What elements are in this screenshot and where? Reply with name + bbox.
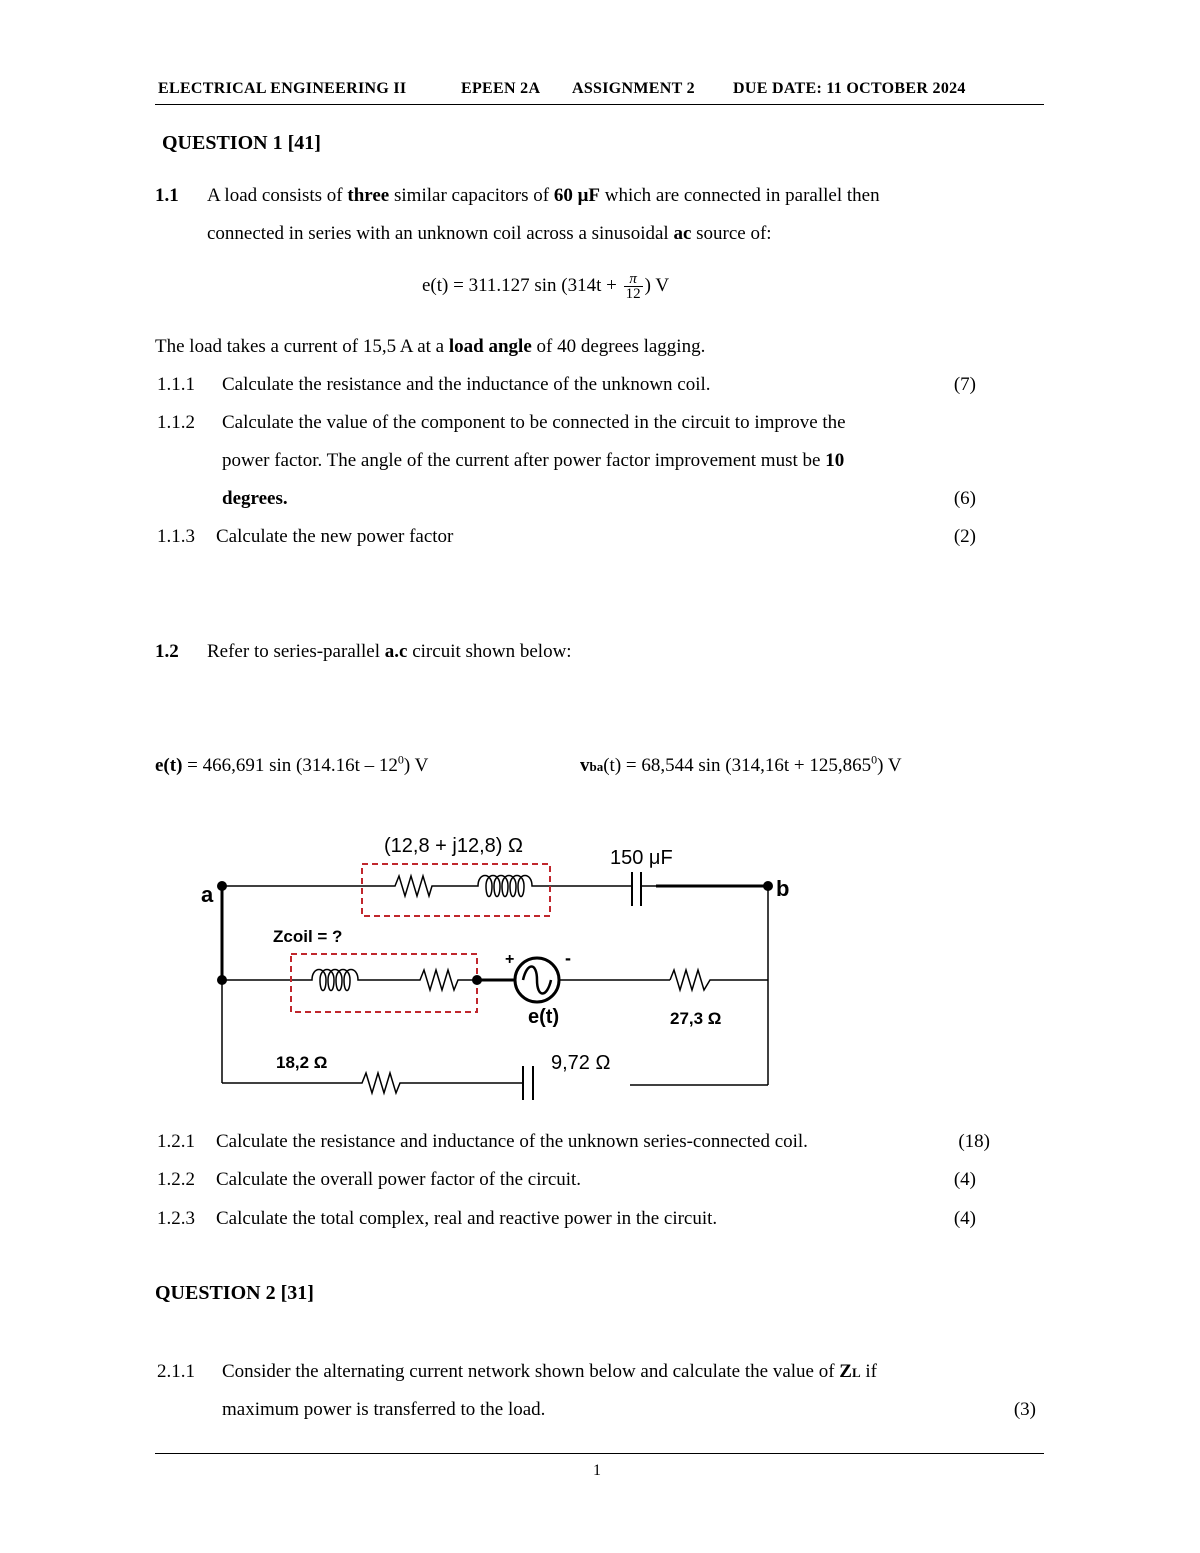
zcoil-label: Zcoil = ? — [273, 927, 343, 946]
node-a-dot — [217, 881, 227, 891]
capacitor-top-label: 150 μF — [610, 847, 673, 869]
item-1-2-2-number: 1.2.2 — [157, 1169, 195, 1190]
item-2-1-1-continuation: maximum power is transferred to the load. — [222, 1399, 546, 1420]
inductor-top — [462, 876, 548, 897]
item-1-1-2-number: 1.1.2 — [157, 412, 195, 433]
impedance-top-box — [362, 864, 550, 916]
item-1-2-3-marks: (4) — [953, 1208, 976, 1229]
load-statement: The load takes a current of 15,5 A at a load angle of 40 degrees lagging. — [155, 336, 706, 357]
item-1-2-3-number: 1.2.3 — [157, 1208, 195, 1229]
item-1-1-2-continuation-2: degrees. — [222, 488, 288, 509]
question-1-title: QUESTION 1 [41] — [162, 132, 321, 154]
item-2-1-1-text: Consider the alternating current network shown below and calculate the value of ZL if — [222, 1361, 878, 1382]
resistor-top — [372, 876, 462, 896]
question-2-title: QUESTION 2 [31] — [155, 1282, 314, 1304]
item-2-1-1-marks: (3) — [1013, 1399, 1036, 1420]
item-1-1-2-continuation: power factor. The angle of the current after power factor improvement must be 10 — [222, 450, 845, 471]
resistor-bottom-label: 18,2 Ω — [276, 1053, 328, 1072]
item-1-1-3-text: Calculate the new power factor — [216, 526, 454, 547]
node-b-label: b — [776, 876, 790, 901]
header-due-date: DUE DATE: 11 OCTOBER 2024 — [733, 80, 966, 97]
ac-source-wave-icon — [523, 967, 551, 994]
vba-equation: vba(t) = 68,544 $\sin (314,16t + 125,865^0)$ V — [580, 752, 902, 776]
source-label: e(t) — [528, 1006, 560, 1028]
item-1-1-1-number: 1.1.1 — [157, 374, 195, 395]
resistor-bottom — [352, 1073, 523, 1093]
resistor-coil — [410, 970, 477, 990]
zcoil-box — [291, 954, 477, 1012]
impedance-top-label: (12,8 + j12,8) Ω — [384, 835, 523, 857]
item-1-2-1-text: Calculate the resistance and inductance of the unknown series-connected coil. — [216, 1131, 808, 1152]
item-1-2-2-text: Calculate the overall power factor of the circuit. — [216, 1169, 582, 1190]
resistor-mid-right — [670, 970, 768, 990]
node-coil-dot — [472, 975, 482, 985]
header-course: ELECTRICAL ENGINEERING II — [158, 80, 407, 97]
section-1-1-line2: connected in series with an unknown coil across a sinusoidal ac source of: — [207, 223, 772, 244]
pi-over-12-fraction: $\frac{\pi}{12}$ — [625, 271, 641, 302]
source-minus-sign: - — [565, 948, 571, 968]
item-1-1-1-marks: (7) — [953, 374, 976, 395]
source-plus-sign: + — [505, 951, 515, 968]
section-1-2-intro: Refer to series-parallel a.c circuit shown below: — [207, 641, 572, 662]
item-1-1-3-marks: (2) — [953, 526, 976, 547]
node-a-label: a — [201, 882, 214, 907]
item-1-1-3-number: 1.1.3 — [157, 526, 195, 547]
node-left-dot — [217, 975, 227, 985]
capacitor-bottom-label: 9,72 Ω — [551, 1052, 611, 1074]
page-number: 1 — [593, 1462, 601, 1479]
item-1-1-2-text: Calculate the value of the component to be connected in the circuit to improve the — [222, 412, 846, 433]
section-1-1-line1: A load consists of three similar capacitors of 60 μF which are connected in parallel then — [207, 185, 880, 206]
footer-rule — [155, 1453, 1044, 1454]
item-1-1-2-marks: (6) — [953, 488, 976, 509]
header-code: EPEEN 2A — [461, 80, 541, 97]
section-1-1-number: 1.1 — [155, 185, 179, 206]
item-1-2-2-marks: (4) — [953, 1169, 976, 1190]
section-1-2-number: 1.2 — [155, 641, 179, 662]
item-1-2-1-number: 1.2.1 — [157, 1131, 195, 1152]
item-2-1-1-number: 2.1.1 — [157, 1361, 195, 1382]
header-assignment: ASSIGNMENT 2 — [572, 80, 695, 97]
node-b-dot — [763, 881, 773, 891]
item-1-1-1-text: Calculate the resistance and the inductance of the unknown coil. — [222, 374, 711, 395]
source-voltage-equation: e(t) = 466,691 $\sin (314.16t - 12^0)$ V — [155, 752, 429, 776]
inductor-coil — [300, 970, 410, 991]
source-equation: e(t) = 311.127 sin (314t + $\frac{\pi}{12}$ ) V — [422, 271, 670, 302]
item-1-2-3-text: Calculate the total complex, real and reactive power in the circuit. — [216, 1208, 718, 1229]
item-1-2-1-marks: (18) — [958, 1131, 990, 1152]
resistor-mid-label: 27,3 Ω — [670, 1009, 722, 1028]
